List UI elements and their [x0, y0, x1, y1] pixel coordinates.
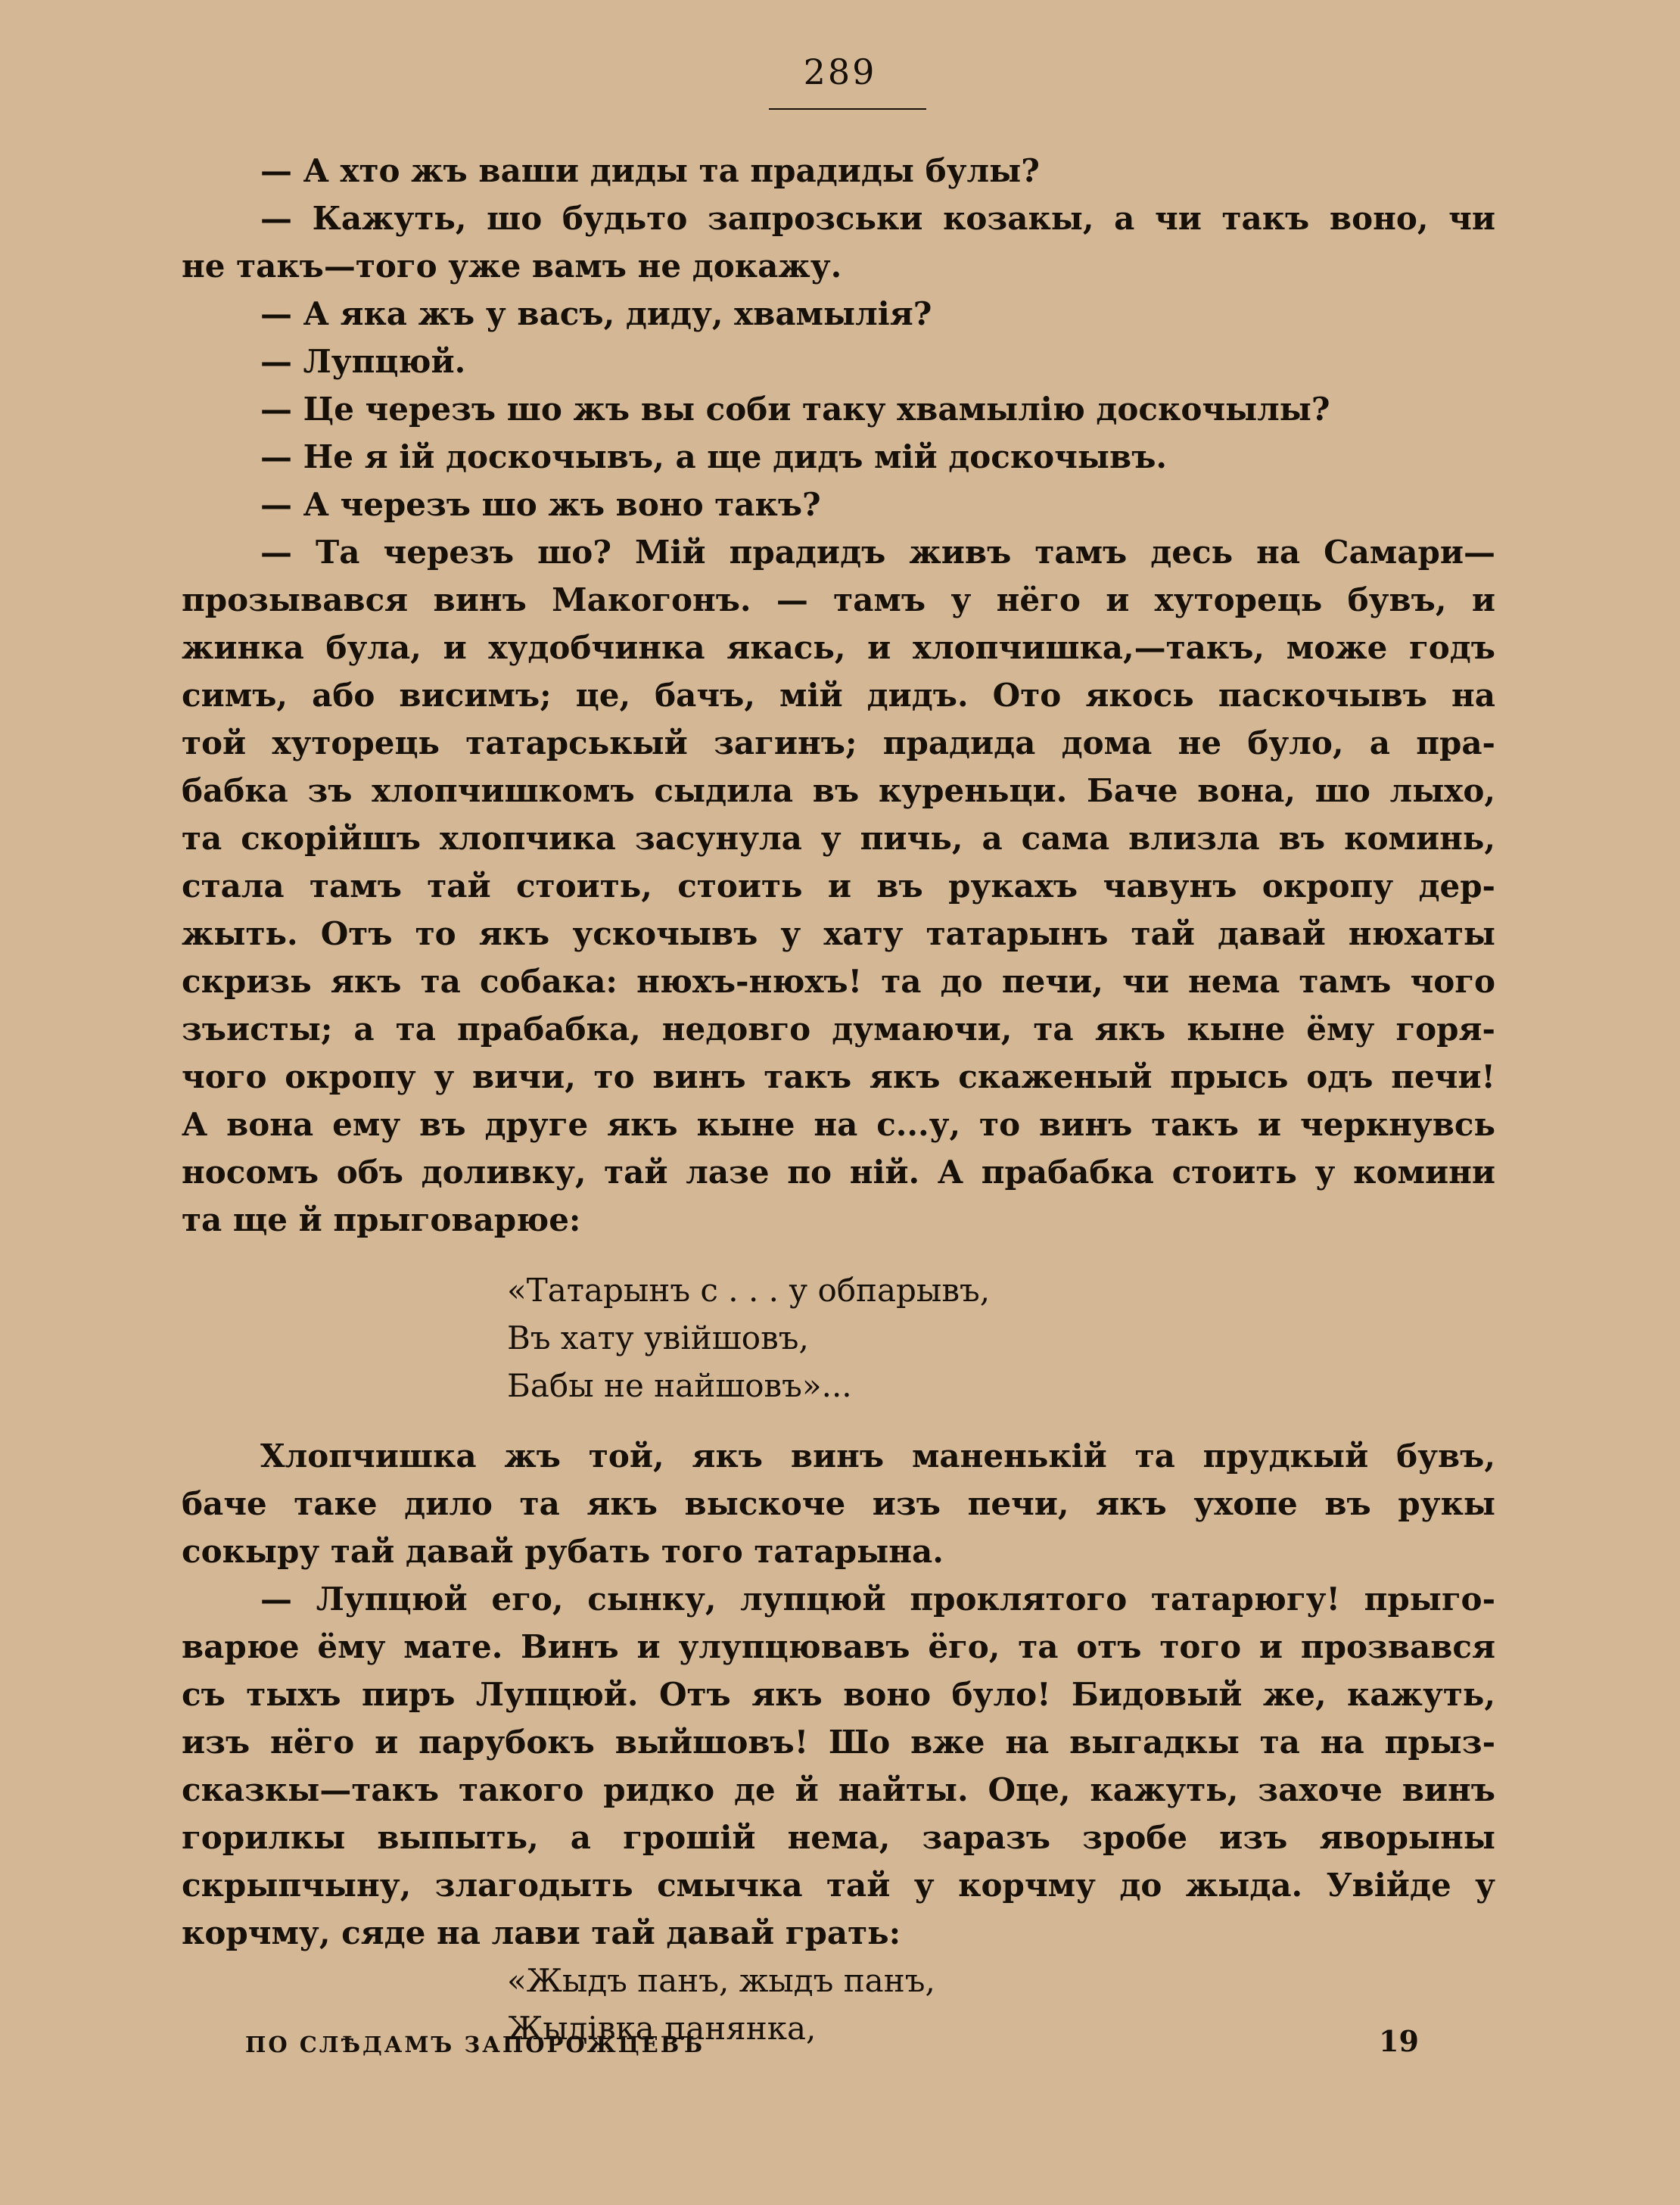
text-line: не такъ—того уже вамъ не докажу.	[182, 248, 842, 285]
text-line: — Лупцюй.	[260, 343, 466, 380]
text-line: — Не я ій доскочывъ, а ще дидъ мій доскочывъ.	[260, 438, 1168, 475]
text-line: — Це черезъ шо жъ вы соби таку хвамылію доскочылы?	[260, 391, 1330, 428]
text-line: сказкы—такъ такого ридко де й найты. Оце, кажуть, захоче винъ	[182, 1771, 1495, 1808]
text-line: скризь якъ та собака: нюхъ-нюхъ! та до печи, чи нема тамъ чого	[182, 963, 1495, 1000]
verse-line: Бабы не найшовъ»...	[507, 1367, 852, 1404]
text-line: баче таке дило та якъ выскоче изъ печи, якъ ухопе въ рукы	[182, 1485, 1495, 1522]
text-line: корчму, сяде на лави тай давай грать:	[182, 1914, 901, 1951]
text-line: та ще й прыговарюе:	[182, 1201, 581, 1238]
text-line: жинка була, и худобчинка якась, и хлопчишка,—такъ, може годъ	[182, 629, 1495, 666]
text-line: — Лупцюй его, сынку, лупцюй проклятого татарюгу! прыго-	[260, 1581, 1495, 1618]
text-line: Хлопчишка жъ той, якъ винъ маненькій та прудкый бувъ,	[260, 1437, 1495, 1475]
text-line: изъ нёго и парубокъ выйшовъ! Шо вже на выгадкы та на прыз-	[182, 1724, 1495, 1761]
text-line: горилкы выпыть, а грошій нема, заразъ зробе изъ яворыны	[182, 1819, 1495, 1856]
text-line: симъ, або висимъ; це, бачъ, мій дидъ. Ото якось паскочывъ на	[182, 677, 1495, 714]
footer-book-title: ПО СЛѢДАМЪ ЗАПОРОЖЦЕВЪ	[245, 2032, 705, 2057]
verse-line: «Татарынъ с . . . у обпарывъ,	[507, 1272, 991, 1309]
footer-signature: 19	[1379, 2024, 1419, 2058]
text-line: — Та черезъ шо? Мій прадидъ живъ тамъ десь на Самари—	[260, 534, 1495, 571]
text-line: носомъ объ доливку, тай лазе по ній. А прабабка стоить у комини	[182, 1154, 1495, 1191]
text-line: зъисты; а та прабабка, недовго думаючи, та якъ кыне ёму горя-	[182, 1011, 1495, 1048]
page-number: 289	[803, 51, 877, 92]
text-line: прозывався винъ Макогонъ. — тамъ у нёго и хуторець бувъ, и	[182, 581, 1495, 618]
text-line: стала тамъ тай стоить, стоить и въ рукахъ чавунъ окропу дер-	[182, 867, 1495, 905]
text-line: — А яка жъ у васъ, диду, хвамылія?	[260, 295, 932, 332]
text-line: бабка зъ хлопчишкомъ сыдила въ куреньци. Баче вона, шо лыхо,	[182, 772, 1495, 809]
page-number-rule	[769, 108, 926, 110]
text-line: чого окропу у вичи, то винъ такъ якъ скаженый прысь одъ печи!	[182, 1058, 1495, 1095]
text-line: скрыпчыну, злагодыть смычка тай у корчму до жыда. Увійде у	[182, 1867, 1495, 1904]
verse-line: Въ хату увійшовъ,	[507, 1319, 809, 1356]
text-line: сокыру тай давай рубать того татарына.	[182, 1533, 944, 1570]
text-line: та скорійшъ хлопчика засунула у пичь, а сама влизла въ коминь,	[182, 820, 1495, 857]
text-line: — Кажуть, шо будьто запрозськи козакы, а чи такъ воно, чи	[260, 200, 1495, 237]
text-line: съ тыхъ пиръ Лупцюй. Отъ якъ воно було! Бидовый же, кажуть,	[182, 1676, 1495, 1713]
text-line: варюе ёму мате. Винъ и улупцювавъ ёго, та отъ того и прозвався	[182, 1628, 1495, 1665]
text-line: той хуторець татарськый загинъ; прадида дома не було, а пра-	[182, 724, 1495, 761]
text-line: — А черезъ шо жъ воно такъ?	[260, 486, 821, 523]
verse-line: Жыдівка панянка,	[507, 2010, 817, 2047]
text-line: жыть. Отъ то якъ ускочывъ у хату татарынъ тай давай нюхаты	[182, 915, 1495, 952]
verse-line: «Жыдъ панъ, жыдъ панъ,	[507, 1962, 935, 1999]
text-line: А вона ему въ друге якъ кыне на с...у, то винъ такъ и черкнувсь	[182, 1106, 1495, 1143]
text-line: — А хто жъ ваши диды та прадиды булы?	[260, 152, 1040, 189]
body-text	[182, 147, 1495, 2052]
